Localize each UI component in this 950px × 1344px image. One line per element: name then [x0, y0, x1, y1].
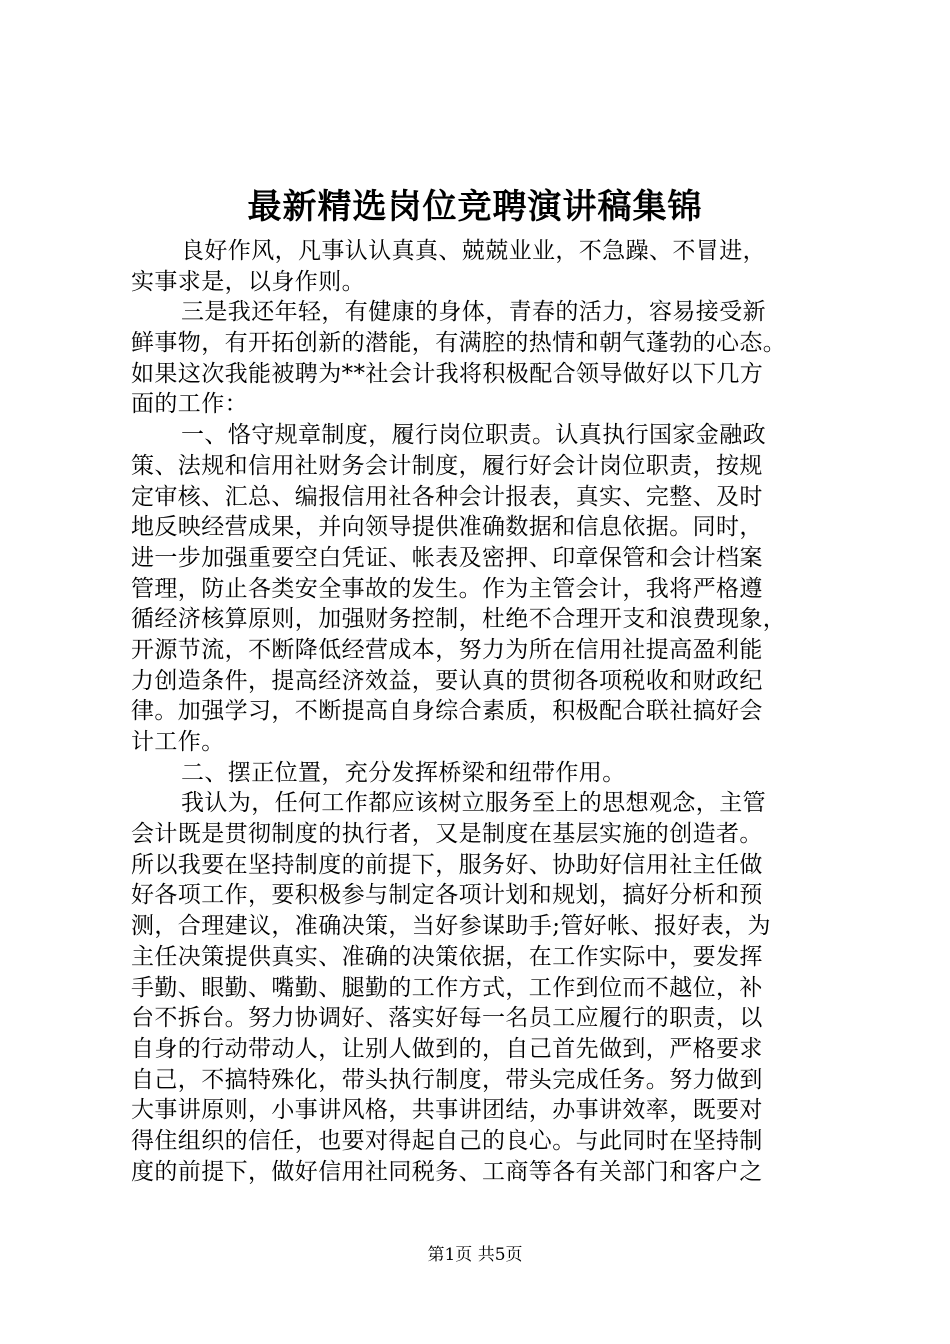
text-line: 进一步加强重要空白凭证、帐表及密押、印章保管和会计档案 [131, 544, 763, 571]
text-line: 如果这次我能被聘为**社会计我将积极配合领导做好以下几方 [131, 360, 764, 387]
text-line: 自己，不搞特殊化，带头执行制度，带头完成任务。努力做到 [131, 1066, 763, 1093]
text-line: 策、法规和信用社财务会计制度，履行好会计岗位职责，按规 [131, 452, 763, 479]
text-line: 良好作风，凡事认认真真、兢兢业业，不急躁、不冒进， [181, 238, 766, 264]
text-line: 自身的行动带动人，让别人做到的，自己首先做到，严格要求 [131, 1035, 763, 1062]
text-line: 力创造条件，提高经济效益，要认真的贯彻各项税收和财政纪 [131, 667, 763, 694]
text-line: 管理，防止各类安全事故的发生。作为主管会计，我将严格遵 [131, 575, 763, 602]
document-body [131, 236, 831, 1187]
text-line: 定审核、汇总、编报信用社各种会计报表，真实、完整、及时 [131, 483, 763, 510]
text-line: 三是我还年轻，有健康的身体，青春的活力，容易接受新 [181, 299, 766, 326]
text-line: 开源节流，不断降低经营成本，努力为所在信用社提高盈利能 [131, 636, 763, 663]
text-line: 面的工作： [131, 391, 248, 418]
text-line: 度的前提下，做好信用社同税务、工商等各有关部门和客户之 [131, 1158, 763, 1185]
text-line: 手勤、眼勤、嘴勤、腿勤的工作方式，工作到位而不越位，补 [131, 974, 763, 1001]
text-line: 一、恪守规章制度，履行岗位职责。认真执行国家金融政 [181, 422, 766, 449]
text-line: 测，合理建议，准确决策，当好参谋助手;管好帐、报好表，为 [131, 913, 771, 940]
text-line: 得住组织的信任，也要对得起自己的良心。与此同时在坚持制 [131, 1127, 763, 1154]
text-line: 会计既是贯彻制度的执行者，又是制度在基层实施的创造者。 [131, 821, 763, 848]
text-line: 所以我要在坚持制度的前提下，服务好、协助好信用社主任做 [131, 851, 763, 878]
text-line: 实事求是，以身作则。 [131, 268, 365, 295]
document-title: 最新精选岗位竞聘演讲稿集锦 [247, 187, 703, 227]
text-line: 鲜事物，有开拓创新的潜能，有满腔的热情和朝气蓬勃的心态。 [131, 330, 787, 357]
page-number: 第1页 共5页 [427, 1245, 523, 1265]
text-line: 计工作。 [131, 729, 225, 755]
text-line: 我认为，任何工作都应该树立服务至上的思想观念，主管 [181, 790, 766, 817]
text-line: 主任决策提供真实、准确的决策依据，在工作实际中，要发挥 [131, 943, 763, 970]
text-line: 二、摆正位置，充分发挥桥梁和纽带作用。 [181, 759, 626, 786]
text-line: 循经济核算原则，加强财务控制，杜绝不合理开支和浪费现象， [131, 606, 787, 633]
text-line: 好各项工作，要积极参与制定各项计划和规划，搞好分析和预 [131, 882, 763, 909]
text-line: 大事讲原则，小事讲风格，共事讲团结，办事讲效率，既要对 [131, 1097, 763, 1124]
text-line: 律。加强学习，不断提高自身综合素质，积极配合联社搞好会 [131, 698, 763, 725]
text-line: 台不拆台。努力协调好、落实好每一名员工应履行的职责，以 [131, 1005, 763, 1032]
text-line: 地反映经营成果，并向领导提供准确数据和信息依据。同时， [131, 514, 763, 541]
